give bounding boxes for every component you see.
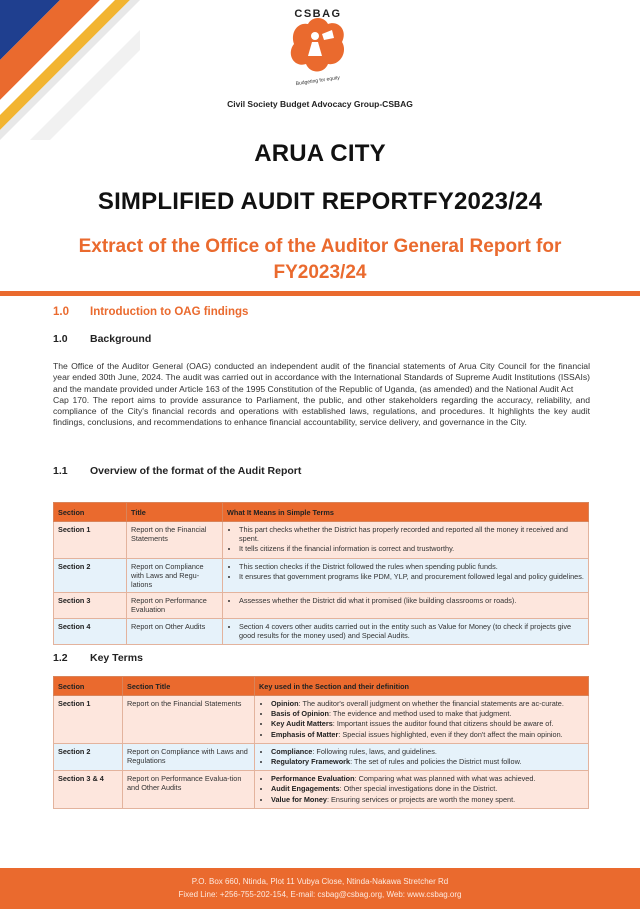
col-header-title: Title (127, 503, 223, 522)
key-terms-heading: Key Terms (90, 652, 143, 664)
term-definition: : Comparing what was planned with what was achieved. (354, 774, 536, 784)
term-definition: : Other special investigations done in the District. (339, 784, 498, 794)
list-item (271, 747, 584, 756)
term-definition: : Ensuring services or projects are worth the money spent. (326, 794, 516, 804)
background-heading: Background (90, 333, 152, 345)
row-meaning (223, 618, 589, 644)
footer-address: P.O. Box 660, Ntinda, Plot 11 Vubya Close, Ntinda-Nakawa Stretcher Rd (191, 877, 449, 886)
row-section: Section 4 (54, 618, 127, 644)
audit-format-table (53, 502, 589, 645)
row-title: Report on the Financial Statements (123, 696, 255, 744)
key-terms-heading-number: 1.2 (53, 652, 68, 664)
row-title: Report on Compliance with Laws and Regulations (123, 743, 255, 770)
row-title: Report on Performance Evaluation (127, 593, 223, 618)
background-heading-number: 1.0 (53, 333, 68, 345)
col-header-section: Section (54, 677, 123, 696)
list-item (271, 699, 584, 708)
list-item (271, 795, 584, 804)
row-section: Section 3 (54, 593, 127, 618)
intro-heading: Introduction to OAG findings (90, 306, 249, 318)
term-definition: : Important issues the auditor found that citizens should be aware of. (332, 719, 554, 729)
col-header-meaning: What It Means in Simple Terms (223, 503, 589, 522)
overview-heading: Overview of the format of the Audit Report (90, 465, 302, 477)
table-row (54, 618, 589, 644)
row-title: Report on Compliance with Laws and Regu-lations (127, 558, 223, 593)
table-row (54, 771, 589, 809)
footer-contact: Fixed Line: +256-755-202-154, E-mail: csbag@csbag.org, Web: www.csbag.org (178, 890, 462, 899)
list-item (271, 730, 584, 739)
page-title-report: SIMPLIFIED AUDIT REPORTFY2023/24 (97, 188, 543, 215)
row-terms (255, 743, 589, 770)
page-subtitle: Extract of the Office of the Auditor General Report for FY2023/24 (78, 236, 562, 283)
term: Compliance (271, 746, 313, 756)
list-item: • Assesses whether the District did what it promised (like building classrooms or roads). (239, 596, 584, 605)
term-definition: : The set of rules and policies the District must follow. (350, 757, 522, 767)
term: Emphasis of Matter (271, 729, 339, 739)
term: Key Audit Matters (271, 719, 333, 729)
table-row (54, 522, 589, 559)
row-meaning (223, 558, 589, 593)
term-definition: : The evidence and method used to make that judgment. (328, 709, 512, 719)
row-title: Report on Other Audits (127, 618, 223, 644)
term: Audit Engagements (271, 784, 340, 794)
table-row (54, 558, 589, 593)
list-item: • Section 4 covers other audits carried out in the entity such as Value for Money (to check if projects give good results for the money used) and Special Audits. (239, 622, 584, 640)
overview-heading-number: 1.1 (53, 465, 68, 477)
row-section: Section 2 (54, 558, 127, 593)
list-item (271, 784, 584, 793)
row-meaning (223, 593, 589, 618)
table-row (54, 696, 589, 744)
row-title: Report on Performance Evalua-tion and Other Audits (123, 771, 255, 809)
org-name: Civil Society Budget Advocacy Group-CSBAG (227, 99, 413, 109)
row-title: Report on the Financial Statements (127, 522, 223, 559)
row-section: Section 1 (54, 696, 123, 744)
row-section: Section 2 (54, 743, 123, 770)
term-definition: : Special issues highlighted, even if they don't affect the main opinion. (338, 729, 563, 739)
list-item: • This part checks whether the District has properly recorded and reported all the money it received and spent. (239, 525, 584, 543)
row-section: Section 1 (54, 522, 127, 559)
intro-heading-number: 1.0 (53, 306, 69, 318)
term: Value for Money (271, 794, 327, 804)
col-header-section: Section (54, 503, 127, 522)
list-item: • It tells citizens if the financial information is correct and trustworthy. (239, 544, 584, 553)
corner-decoration (0, 0, 140, 140)
term: Opinion (271, 699, 299, 708)
row-section: Section 3 & 4 (54, 771, 123, 809)
table-row (54, 743, 589, 770)
col-header-key-terms: Key used in the Section and their definition (255, 677, 589, 696)
list-item (271, 719, 584, 728)
term-definition: : The auditor's overall judgment on whether the financial statements are ac-curate. (298, 699, 564, 708)
row-terms (255, 696, 589, 744)
background-text-2: Cap 170. The report aims to provide assurance to Parliament, the public, and other stakeholders regarding the accuracy, reliability, and compliance of the City's financial records and operations with established laws, regulations, and procedures. It highlights the key audit findings, conclusions, and recommendations to enhance financial accountability, service delivery, and governance in the City. (53, 394, 590, 428)
list-item: • It ensures that government programs like PDM, YLP, and procurement followed legal and policy guidelines. (239, 572, 584, 581)
row-terms (255, 771, 589, 809)
list-item (271, 709, 584, 718)
svg-text:Budgeting for equity: Budgeting for equity (295, 74, 341, 88)
term-definition: : Following rules, laws, and guidelines. (312, 746, 437, 756)
term: Basis of Opinion (271, 709, 329, 719)
csbag-logo (282, 8, 354, 88)
page-footer (0, 868, 640, 909)
table-row (54, 593, 589, 618)
background-text-1: The Office of the Auditor General (OAG) conducted an independent audit of the financial statements of Arua City Council for the financial year ended 30th June, 2024. The audit was carried out in accordance with the International Standards of Supreme Audit Institutions (ISSAIs) and the mandate provided under Article 163 of the 1995 Constitution of the Republic of Uganda, (as amended) and the National Audit Act (53, 361, 590, 394)
key-terms-table (53, 676, 589, 809)
list-item: • This section checks if the District followed the rules when spending public funds. (239, 562, 584, 571)
svg-text:CSBAG: CSBAG (294, 8, 342, 20)
term: Performance Evaluation (271, 774, 355, 784)
list-item (271, 757, 584, 766)
background-paragraph (53, 361, 590, 429)
table-header-row (54, 503, 589, 522)
table-header-row (54, 677, 589, 696)
row-meaning (223, 522, 589, 559)
list-item (271, 774, 584, 783)
orange-divider (0, 291, 640, 296)
col-header-section-title: Section Title (123, 677, 255, 696)
term: Regulatory Framework (271, 757, 351, 767)
page-title-city: ARUA CITY (254, 140, 386, 167)
